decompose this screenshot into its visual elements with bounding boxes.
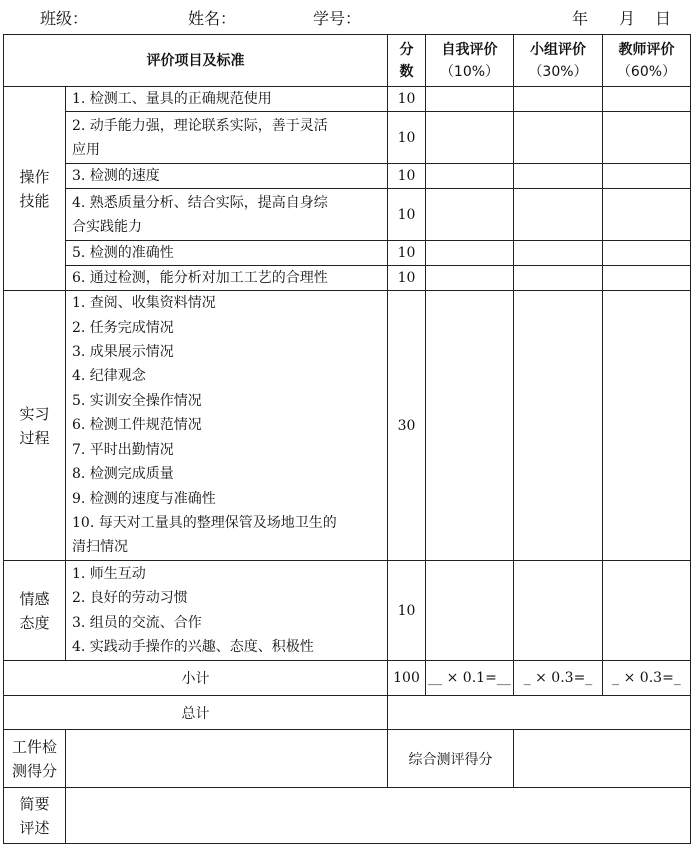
group-eval-title: 小组评价 — [530, 41, 586, 58]
criteria-header: 评价项目及标准 — [4, 35, 388, 87]
table-row — [4, 189, 691, 241]
teacher-eval-weight: （60%） — [616, 63, 677, 80]
workpiece-row — [4, 730, 691, 788]
teacher-score-cell[interactable] — [603, 164, 691, 189]
process-score: 30 — [388, 291, 426, 561]
skills-item-2: 2. 动手能力强，理论联系实际，善于灵活 应用 — [66, 112, 388, 164]
list-item: 6. 检测工件规范情况 — [72, 417, 202, 434]
score-header — [388, 35, 426, 87]
score-header-line1: 分 — [399, 41, 414, 58]
list-item: 3. 组员的交流、合作 — [72, 614, 202, 631]
list-item: 3. 成果展示情况 — [72, 344, 174, 361]
skills-score-2: 10 — [388, 112, 426, 164]
table-row — [4, 241, 691, 266]
skills-item-6: 6. 通过检测，能分析对加工工艺的合理性 — [66, 266, 388, 291]
skills-item-1: 1. 检测工、量具的正确规范使用 — [66, 87, 388, 112]
process-items — [66, 291, 388, 561]
total-value-cell[interactable] — [388, 696, 691, 730]
workpiece-score-cell[interactable] — [66, 730, 388, 788]
evaluation-table — [3, 34, 691, 844]
group-score-cell[interactable] — [514, 87, 603, 112]
list-item: 1. 查阅、收集资料情况 — [72, 295, 216, 312]
overall-score-cell[interactable] — [514, 730, 691, 788]
name-label: 姓名： — [188, 9, 237, 28]
self-eval-title: 自我评价 — [441, 41, 498, 58]
class-label: 班级： — [40, 9, 89, 28]
teacher-score-cell[interactable] — [603, 87, 691, 112]
teacher-eval-title: 教师评价 — [618, 41, 675, 58]
skills-score-3: 10 — [388, 164, 426, 189]
list-item: 清扫情况 — [72, 539, 128, 556]
skills-score-5: 10 — [388, 241, 426, 266]
teacher-score-cell[interactable] — [603, 266, 691, 291]
teacher-score-cell[interactable] — [603, 112, 691, 164]
group-score-cell[interactable] — [514, 291, 603, 561]
workpiece-label: 工件检 测得分 — [4, 730, 66, 788]
table-row — [4, 87, 691, 112]
form-header — [0, 0, 700, 34]
group-score-cell[interactable] — [514, 266, 603, 291]
table-row — [4, 291, 691, 561]
group-score-cell[interactable] — [514, 189, 603, 241]
student-id-label: 学号： — [313, 9, 362, 28]
list-item: 8. 检测完成质量 — [72, 466, 174, 483]
table-row — [4, 561, 691, 661]
self-score-cell[interactable] — [426, 266, 514, 291]
total-label: 总计 — [4, 696, 388, 730]
skills-item-4: 4. 熟悉质量分析、结合实际，提高自身综 合实践能力 — [66, 189, 388, 241]
table-row — [4, 164, 691, 189]
table-header-row — [4, 35, 691, 87]
list-item: 4. 纪律观念 — [72, 368, 146, 385]
list-item: 9. 检测的速度与准确性 — [72, 490, 216, 507]
table-row — [4, 112, 691, 164]
total-row — [4, 696, 691, 730]
group-score-cell[interactable] — [514, 561, 603, 661]
subtotal-label: 小计 — [4, 661, 388, 696]
section-attitude-label: 情感 态度 — [4, 561, 66, 661]
teacher-score-cell[interactable] — [603, 189, 691, 241]
group-eval-weight: （30%） — [528, 63, 588, 80]
year-label: 年 — [572, 9, 589, 28]
month-label: 月 — [619, 9, 636, 28]
list-item: 2. 良好的劳动习惯 — [72, 590, 188, 607]
attitude-items — [66, 561, 388, 661]
skills-score-6: 10 — [388, 266, 426, 291]
score-header-line2: 数 — [399, 63, 414, 80]
subtotal-row — [4, 661, 691, 696]
skills-score-1: 10 — [388, 87, 426, 112]
group-score-cell[interactable] — [514, 112, 603, 164]
self-eval-header — [426, 35, 514, 87]
teacher-score-cell[interactable] — [603, 241, 691, 266]
group-score-cell[interactable] — [514, 241, 603, 266]
day-label: 日 — [655, 9, 672, 28]
self-score-cell[interactable] — [426, 189, 514, 241]
comments-label: 简要 评述 — [4, 788, 66, 844]
skills-score-4: 10 — [388, 189, 426, 241]
list-item: 4. 实践动手操作的兴趣、态度、积极性 — [72, 638, 314, 655]
teacher-score-cell[interactable] — [603, 561, 691, 661]
self-score-cell[interactable] — [426, 241, 514, 266]
teacher-subtotal-formula[interactable]: _ × 0.3=_ — [603, 661, 691, 696]
attitude-score: 10 — [388, 561, 426, 661]
comments-cell[interactable] — [66, 788, 691, 844]
group-eval-header — [514, 35, 603, 87]
skills-item-5: 5. 检测的准确性 — [66, 241, 388, 266]
self-subtotal-formula[interactable]: __ × 0.1=__ — [426, 661, 514, 696]
list-item: 5. 实训安全操作情况 — [72, 392, 202, 409]
list-item: 7. 平时出勤情况 — [72, 441, 174, 458]
skills-item-3: 3. 检测的速度 — [66, 164, 388, 189]
subtotal-score: 100 — [388, 661, 426, 696]
group-score-cell[interactable] — [514, 164, 603, 189]
teacher-score-cell[interactable] — [603, 291, 691, 561]
table-row — [4, 266, 691, 291]
section-skills-label: 操作 技能 — [4, 87, 66, 291]
comments-row — [4, 788, 691, 844]
teacher-eval-header — [603, 35, 691, 87]
self-score-cell[interactable] — [426, 561, 514, 661]
list-item: 10. 每天对工量具的整理保管及场地卫生的 — [72, 514, 337, 531]
self-score-cell[interactable] — [426, 112, 514, 164]
self-eval-weight: （10%） — [439, 63, 500, 80]
group-subtotal-formula[interactable]: _ × 0.3=_ — [514, 661, 603, 696]
list-item: 1. 师生互动 — [72, 565, 146, 582]
overall-score-label: 综合测评得分 — [388, 730, 514, 788]
self-score-cell[interactable] — [426, 291, 514, 561]
self-score-cell[interactable] — [426, 164, 514, 189]
section-process-label: 实习 过程 — [4, 291, 66, 561]
list-item: 2. 任务完成情况 — [72, 319, 174, 336]
self-score-cell[interactable] — [426, 87, 514, 112]
